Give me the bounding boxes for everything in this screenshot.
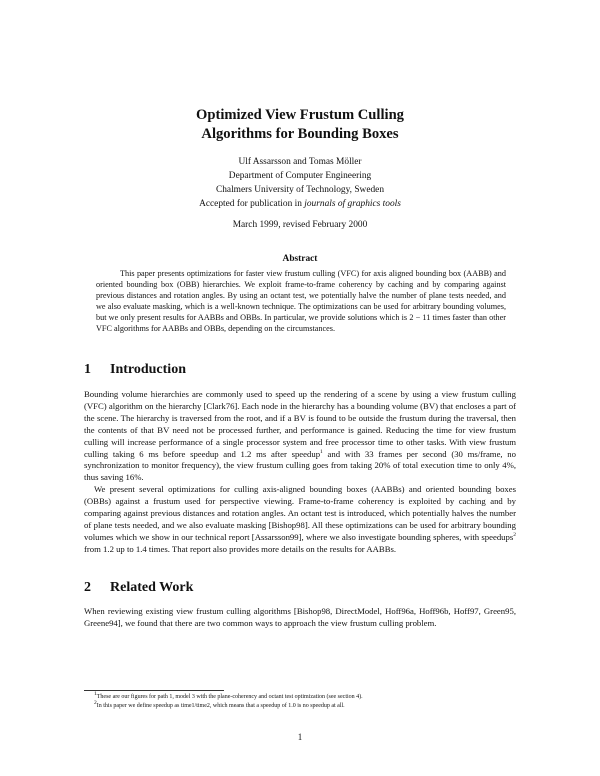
section-2-title: Related Work <box>110 580 194 595</box>
footnote-2-text: In this paper we define speedup as time1/time2, which means that a speedup of 1.0 is no speedup at all. <box>96 703 345 709</box>
section-1-heading <box>84 362 186 378</box>
footnote-2 <box>94 702 524 710</box>
footnote-1 <box>94 693 524 701</box>
footnote-2-mark: 2 <box>94 700 97 706</box>
page-number: 1 <box>297 732 303 742</box>
section-1-number: 1 <box>84 362 91 377</box>
abstract-heading: Abstract <box>282 254 318 264</box>
footnote-1-text: These are our figures for path 1, model 3 with the plane-coherency and octant test optimization (see section 4). <box>96 694 363 700</box>
university: Chalmers University of Technology, Sweden <box>215 185 385 195</box>
footnote-1-mark: 1 <box>94 691 97 697</box>
date: March 1999, revised February 2000 <box>232 220 368 230</box>
intro-paragraph-1 <box>84 389 516 484</box>
abstract-text: This paper presents optimizations for faster view frustum culling (VFC) for axis aligned bounding box (AABB) and oriented bounding box (OBB) hierarchies. We exploit frame-to-frame coherency by caching and by comparing against previous distances and rotation angles. By using an octant test, we potentially halve the number of plane tests needed, and we also evaluate masking, which is a well-known technique. The optimizations can be used for arbitrary bounding volumes, but we only present results for AABBs and OBBs. In particular, we provide solutions which is 2 − 11 times faster than other VFC algorithms for AABBs and OBBs, depending on the circumstances. <box>96 269 506 334</box>
section-2-heading <box>84 580 193 596</box>
footnote-ref-2: 2 <box>513 531 516 538</box>
department: Department of Computer Engineering <box>228 171 372 181</box>
intro-p1-text-cont: and with 33 frames per second (30 ms/frame, no synchronization to monitor frequency), the view frustum culling goes from taking 20% of total execution time to only 4%, thus saving 16%. <box>84 448 516 483</box>
title-line-2: Algorithms for Bounding Boxes <box>201 126 399 142</box>
publication-note <box>0 197 600 211</box>
related-paragraph-1: When reviewing existing view frustum culling algorithms [Bishop98, DirectModel, Hoff96a, Hoff96b, Hoff97, Green95, Greene94], we found that there are two common ways to approach the view frustum culling problem. <box>84 606 516 628</box>
intro-paragraph-2 <box>84 484 516 555</box>
intro-p1-text: Bounding volume hierarchies are commonly used to speed up the rendering of a scene by using a view frustum culling (VFC) algorithm on the hierarchy [Clark76]. Each node in the hierarchy has a bounding volume (BV) that encloses a part of the scene. The hierarchy is traversed from the root, and if a BV is found to be outside the frustum during the traversal, then the contents of that BV need not be processed further, and performance is gained. Reducing the time for view frustum culling will increase performance of a single processor system and free processor time to other tasks. With view frustum culling taking 6 ms before speedup and 1.2 ms after speedup <box>84 389 516 459</box>
footnote-divider <box>84 690 224 691</box>
section-1-body <box>84 389 516 556</box>
authors: Ulf Assarsson and Tomas Möller <box>238 157 362 167</box>
section-1-title: Introduction <box>110 362 186 377</box>
title-line-1: Optimized View Frustum Culling <box>196 107 404 123</box>
section-2-number: 2 <box>84 580 91 595</box>
footnote-ref-1: 1 <box>320 448 323 455</box>
journal-name: journals of graphics tools <box>304 199 401 209</box>
abstract <box>96 268 506 335</box>
section-2-body <box>84 606 516 630</box>
publication-prefix: Accepted for publication in <box>199 199 305 209</box>
intro-p2-text: We present several optimizations for culling axis-aligned bounding boxes (AABBs) and oriented bounding boxes (OBBs) against a frustum used for perspective viewing. Frame-to-frame coherency is exploited by caching and by comparing against previous distances and rotation angles. An octant test is introduced, which potentially halves the number of plane tests needed, and we also evaluate masking [Bishop98]. All these optimizations can be used for arbitrary bounding volumes which we show in our technical report [Assarsson99], where we also investigate bounding spheres, with speedups <box>84 484 516 542</box>
paper-title <box>0 106 600 144</box>
intro-p2-text-cont: from 1.2 up to 1.4 times. That report also provides more details on the results for AABBs. <box>84 543 397 554</box>
